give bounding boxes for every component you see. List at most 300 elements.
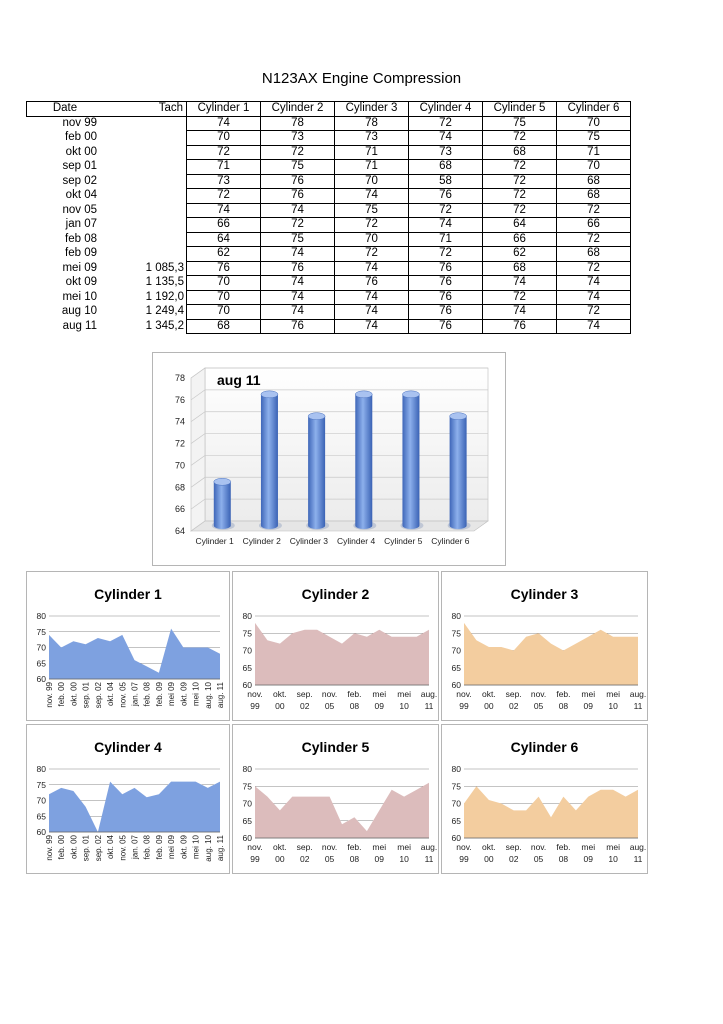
x-tick-label: mei [606, 689, 620, 699]
x-tick-label: sep. 02 [93, 682, 103, 709]
bar-top [308, 413, 325, 420]
tach-cell: 1 345,2 [145, 319, 184, 332]
tach-cell [103, 247, 187, 262]
tach-cell [103, 131, 187, 146]
chart-title: Cylinder 3 [510, 586, 579, 602]
table-header-row [27, 102, 631, 117]
x-tick-label: okt. [482, 689, 496, 699]
cylinder-1-cell: 70 [187, 131, 261, 146]
tach-cell [103, 218, 187, 233]
cylinder-1-cell: 66 [187, 218, 261, 233]
y-tick-label: 60 [36, 827, 46, 837]
table-row [27, 189, 631, 204]
x-tick-label: sep. [505, 842, 522, 852]
cylinder-1-cell: 70 [187, 276, 261, 291]
x-tick-label: feb. 08 [142, 835, 152, 860]
cylinder-5-cell: 72 [483, 203, 557, 218]
x-tick-label: aug. [420, 689, 438, 699]
y-tick-label: 70 [451, 645, 461, 656]
cylinder-2-cell: 74 [261, 247, 335, 262]
x-tick-label: sep. [505, 689, 522, 699]
tach-cell [103, 203, 187, 218]
column-header-cylinder-5: Cylinder 5 [483, 102, 557, 117]
column-header-cylinder-6: Cylinder 6 [557, 102, 631, 117]
cylinder-1-cell: 62 [187, 247, 261, 262]
x-tick-label: aug. [629, 842, 647, 852]
area-series [464, 786, 638, 838]
chart-title: aug 11 [217, 372, 261, 388]
y-tick-label: 65 [242, 815, 252, 826]
y-tick-label: 75 [36, 779, 46, 790]
y-tick-label: 60 [36, 674, 46, 684]
cylinder-1-cell: 71 [187, 160, 261, 175]
cylinder-6-cell: 72 [557, 232, 631, 247]
chart-title: Cylinder 4 [94, 739, 162, 755]
tach-cell: 1 085,3 [145, 261, 184, 274]
table-row [27, 247, 631, 262]
cylinder-2-cell: 74 [261, 290, 335, 305]
column-header-cylinder-4: Cylinder 4 [409, 102, 483, 117]
x-tick-label: Cylinder 3 [289, 536, 329, 546]
x-tick-label: sep. 01 [81, 682, 91, 709]
x-tick-label: mei 10 [191, 835, 201, 860]
date-cell: okt 09 [65, 276, 97, 289]
x-tick-label: okt. 04 [106, 682, 116, 707]
cylinder-2-cell: 75 [261, 232, 335, 247]
cylinder-2-cell: 73 [261, 131, 335, 146]
x-tick-label: 09 [374, 854, 385, 864]
date-cell: aug 11 [62, 319, 97, 332]
x-tick-label: mei 09 [167, 835, 177, 860]
y-tick-label: 76 [174, 394, 185, 405]
date-cell: feb 00 [65, 131, 97, 144]
area-chart-cylinder-3 [442, 572, 647, 720]
tach-cell [103, 232, 187, 247]
cylinder-5-cell: 68 [483, 261, 557, 276]
x-tick-label: okt. 09 [179, 835, 189, 860]
cylinder-1-cell: 72 [187, 145, 261, 160]
y-tick-label: 60 [451, 833, 461, 843]
bar-top [355, 391, 372, 398]
y-tick-label: 75 [242, 628, 252, 639]
x-tick-label: mei [372, 842, 387, 852]
y-tick-label: 60 [242, 680, 252, 690]
cylinder-5-cell: 72 [483, 290, 557, 305]
x-tick-label: 11 [424, 701, 434, 711]
x-tick-label: mei [606, 842, 620, 852]
chart-back-wall [205, 368, 488, 521]
x-tick-label: aug. 10 [203, 835, 213, 862]
bar-body [214, 482, 231, 529]
date-cell: okt 04 [65, 189, 97, 202]
x-tick-label: mei [397, 842, 411, 852]
x-tick-label: aug. 11 [216, 682, 225, 709]
tach-cell [103, 174, 187, 189]
x-tick-label: 05 [324, 854, 335, 864]
cylinder-6-cell: 68 [557, 247, 631, 262]
cylinder-1-cell: 64 [187, 232, 261, 247]
x-tick-label: nov. [321, 689, 338, 699]
chart-side-wall [191, 368, 205, 531]
x-tick-label: 02 [299, 854, 310, 864]
cylinder-5-cell: 62 [483, 247, 557, 262]
cylinder-6-cell: 74 [557, 276, 631, 291]
cylinder-2-cell: 76 [261, 174, 335, 189]
x-tick-label: mei 10 [191, 682, 201, 707]
bar-body [450, 416, 467, 529]
area-series [49, 782, 220, 832]
cylinder-3-cell: 74 [335, 305, 409, 320]
cylinder-4-cell: 76 [409, 276, 483, 291]
x-tick-label: okt. 04 [106, 835, 116, 860]
area-series [49, 629, 220, 679]
cylinder-3-cell: 71 [335, 160, 409, 175]
date-cell: aug 10 [61, 305, 97, 318]
table-row [27, 319, 631, 334]
x-tick-label: 11 [424, 854, 434, 864]
x-tick-label: jan. 07 [130, 835, 140, 860]
y-tick-label: 80 [242, 764, 252, 774]
cylinder-6-cell: 68 [557, 174, 631, 189]
cylinder-3-cell: 72 [335, 218, 409, 233]
x-tick-label: feb. [556, 842, 571, 852]
column-header-cylinder-1: Cylinder 1 [187, 102, 261, 117]
cylinder-4-cell: 72 [409, 203, 483, 218]
x-tick-label: 10 [399, 854, 409, 864]
y-tick-label: 80 [451, 611, 461, 621]
compression-table [26, 101, 631, 334]
x-tick-label: mei [372, 689, 387, 699]
cylinder-5-cell: 74 [483, 305, 557, 320]
x-tick-label: feb. [347, 689, 362, 699]
cylinder-3-cell: 74 [335, 261, 409, 276]
x-tick-label: 08 [558, 854, 569, 864]
x-tick-label: sep. 01 [81, 835, 91, 862]
area-chart-cylinder-6 [442, 725, 647, 873]
area-chart-cylinder-2 [233, 572, 438, 720]
x-tick-label: 05 [324, 701, 335, 711]
cylinder-3-cell: 74 [335, 189, 409, 204]
y-tick-label: 78 [174, 373, 185, 383]
area-chart-cylinder-1 [27, 572, 229, 720]
x-tick-label: nov. [530, 842, 547, 852]
y-tick-label: 68 [174, 482, 185, 493]
table-row [27, 276, 631, 291]
x-tick-label: okt. [273, 689, 287, 699]
x-tick-label: jan. 07 [130, 682, 140, 707]
x-tick-label: nov. [247, 842, 263, 852]
chart-panel-cylinder-6 [441, 724, 648, 874]
tach-cell [103, 145, 187, 160]
y-tick-label: 70 [242, 798, 252, 809]
cylinder-5-cell: 72 [483, 131, 557, 146]
date-cell: mei 09 [62, 261, 97, 274]
table-row [27, 218, 631, 233]
cylinder-3-cell: 75 [335, 203, 409, 218]
date-cell: sep 02 [62, 174, 97, 187]
x-tick-label: sep. 02 [93, 835, 103, 862]
cylinder-1-cell: 70 [187, 305, 261, 320]
x-tick-label: 00 [484, 701, 494, 711]
chart-title: Cylinder 5 [301, 739, 370, 755]
y-tick-label: 75 [242, 781, 252, 792]
x-tick-label: nov. 05 [118, 682, 128, 708]
chart-title: Cylinder 6 [510, 739, 579, 755]
cylinder-2-cell: 74 [261, 305, 335, 320]
x-tick-label: aug. [420, 842, 438, 852]
chart-panel-cylinder-5 [232, 724, 439, 874]
cylinder-5-cell: 72 [483, 174, 557, 189]
tach-cell [103, 116, 187, 131]
x-tick-label: feb. 09 [154, 682, 164, 707]
x-tick-label: nov. [456, 842, 472, 852]
y-tick-label: 80 [36, 611, 46, 621]
cylinder-1-cell: 68 [187, 319, 261, 334]
date-cell: jan 07 [65, 218, 97, 231]
table-row [27, 305, 631, 320]
x-tick-label: 05 [533, 854, 544, 864]
x-tick-label: aug. 11 [216, 835, 225, 862]
date-cell: okt 00 [65, 145, 97, 158]
cylinder-5-cell: 72 [483, 189, 557, 204]
x-tick-label: 99 [250, 701, 260, 711]
y-tick-label: 70 [36, 795, 46, 806]
table-row [27, 116, 631, 131]
column-header-cylinder-3: Cylinder 3 [335, 102, 409, 117]
bar-body [261, 394, 278, 529]
cylinder-3-cell: 70 [335, 174, 409, 189]
column-header-cylinder-2: Cylinder 2 [261, 102, 335, 117]
y-tick-label: 65 [451, 815, 461, 826]
cylinder-3-cell: 70 [335, 232, 409, 247]
column-header-tach: Tach [103, 102, 187, 117]
y-tick-label: 70 [36, 642, 46, 653]
date-cell: sep 01 [62, 160, 97, 173]
y-tick-label: 65 [36, 658, 46, 669]
cylinder-4-cell: 76 [409, 261, 483, 276]
cylinder-6-cell: 75 [557, 131, 631, 146]
cylinder-1-cell: 76 [187, 261, 261, 276]
x-tick-label: feb. [347, 842, 362, 852]
x-tick-label: okt. [482, 842, 496, 852]
cylinder-2-cell: 76 [261, 261, 335, 276]
cylinder-6-cell: 71 [557, 145, 631, 160]
x-tick-label: 00 [275, 854, 285, 864]
chart-panel-cylinder-1 [26, 571, 230, 721]
y-tick-label: 80 [36, 764, 46, 774]
cylinder-2-cell: 78 [261, 116, 335, 131]
y-tick-label: 70 [451, 798, 461, 809]
table-row [27, 160, 631, 175]
cylinder-4-cell: 73 [409, 145, 483, 160]
cylinder-5-cell: 72 [483, 160, 557, 175]
area-series [255, 783, 429, 838]
bar-top [261, 391, 278, 398]
cylinder-6-cell: 70 [557, 116, 631, 131]
x-tick-label: 11 [633, 701, 643, 711]
cylinder-3-cell: 72 [335, 247, 409, 262]
x-tick-label: nov. [456, 689, 472, 699]
x-tick-label: mei [581, 842, 596, 852]
x-tick-label: nov. 05 [118, 835, 128, 861]
cylinder-2-cell: 74 [261, 276, 335, 291]
cylinder-3-cell: 78 [335, 116, 409, 131]
y-tick-label: 80 [242, 611, 252, 621]
cylinder-1-cell: 73 [187, 174, 261, 189]
x-tick-label: 08 [349, 701, 360, 711]
cylinder-4-cell: 72 [409, 116, 483, 131]
x-tick-label: nov. 99 [45, 835, 54, 861]
column-header-date: Date [27, 102, 104, 117]
table-row [27, 145, 631, 160]
y-tick-label: 72 [174, 438, 185, 449]
x-tick-label: feb. 08 [142, 682, 152, 707]
x-tick-label: nov. [247, 689, 263, 699]
tach-cell: 1 249,4 [145, 305, 184, 318]
x-tick-label: 09 [583, 701, 594, 711]
x-tick-label: 11 [633, 854, 643, 864]
bar-top [214, 478, 231, 485]
table-row [27, 232, 631, 247]
cylinder-2-cell: 72 [261, 145, 335, 160]
bar-chart [153, 353, 505, 565]
x-tick-label: feb. [556, 689, 571, 699]
cylinder-5-cell: 68 [483, 145, 557, 160]
x-tick-label: 09 [374, 701, 385, 711]
x-tick-label: 99 [459, 854, 469, 864]
cylinder-4-cell: 74 [409, 218, 483, 233]
date-cell: nov 99 [62, 117, 97, 129]
chart-floor [191, 521, 488, 531]
area-series [464, 623, 638, 685]
cylinder-2-cell: 75 [261, 160, 335, 175]
cylinder-3-cell: 74 [335, 319, 409, 334]
cylinder-4-cell: 72 [409, 247, 483, 262]
y-tick-label: 60 [451, 680, 461, 690]
cylinder-5-cell: 66 [483, 232, 557, 247]
y-tick-label: 60 [242, 833, 252, 843]
x-tick-label: sep. [296, 689, 313, 699]
cylinder-4-cell: 76 [409, 290, 483, 305]
date-cell: nov 05 [62, 203, 97, 216]
tach-cell [103, 189, 187, 204]
page-title: N123AX Engine Compression [261, 70, 462, 87]
x-tick-label: 05 [533, 701, 544, 711]
cylinder-4-cell: 76 [409, 305, 483, 320]
y-tick-label: 64 [174, 526, 185, 536]
area-series [255, 623, 429, 685]
area-chart-cylinder-5 [233, 725, 438, 873]
x-tick-label: 99 [459, 701, 469, 711]
y-tick-label: 75 [451, 781, 461, 792]
x-tick-label: okt. 00 [69, 682, 79, 707]
chart-panel-cylinder-4 [26, 724, 230, 874]
y-tick-label: 75 [36, 626, 46, 637]
y-tick-label: 70 [242, 645, 252, 656]
x-tick-label: Cylinder 2 [242, 536, 281, 546]
chart-panel-cylinder-2 [232, 571, 439, 721]
x-tick-label: 02 [508, 854, 519, 864]
x-tick-label: 00 [484, 854, 494, 864]
chart-title: Cylinder 1 [94, 586, 162, 602]
cylinder-4-cell: 76 [409, 189, 483, 204]
x-tick-label: 08 [349, 854, 360, 864]
cylinder-6-cell: 68 [557, 189, 631, 204]
x-tick-label: nov. [530, 689, 547, 699]
x-tick-label: mei 09 [167, 682, 177, 707]
y-tick-label: 65 [451, 662, 461, 673]
x-tick-label: 02 [299, 701, 310, 711]
cylinder-1-cell: 74 [187, 116, 261, 131]
cylinder-1-cell: 70 [187, 290, 261, 305]
x-tick-label: feb. 09 [154, 835, 164, 860]
bar-chart-panel [152, 352, 506, 566]
x-tick-label: feb. 00 [57, 835, 67, 860]
bar-body [402, 394, 419, 529]
chart-title: Cylinder 2 [301, 586, 370, 602]
cylinder-6-cell: 72 [557, 305, 631, 320]
bar-body [355, 394, 372, 529]
x-tick-label: 10 [399, 701, 409, 711]
table-row [27, 131, 631, 146]
y-tick-label: 65 [242, 662, 252, 673]
cylinder-2-cell: 76 [261, 319, 335, 334]
cylinder-5-cell: 76 [483, 319, 557, 334]
x-tick-label: okt. 00 [69, 835, 79, 860]
x-tick-label: 10 [608, 854, 618, 864]
tach-cell: 1 192,0 [145, 290, 184, 303]
cylinder-2-cell: 76 [261, 189, 335, 204]
x-tick-label: aug. 10 [203, 682, 213, 709]
cylinder-5-cell: 64 [483, 218, 557, 233]
cylinder-6-cell: 70 [557, 160, 631, 175]
cylinder-6-cell: 72 [557, 261, 631, 276]
bar-top [402, 391, 419, 398]
x-tick-label: 09 [583, 854, 594, 864]
x-tick-label: 08 [558, 701, 569, 711]
x-tick-label: Cylinder 6 [431, 536, 470, 546]
y-tick-label: 80 [451, 764, 461, 774]
x-tick-label: feb. 00 [57, 682, 67, 707]
x-tick-label: 02 [508, 701, 519, 711]
x-tick-label: mei [581, 689, 596, 699]
cylinder-6-cell: 74 [557, 290, 631, 305]
x-tick-label: okt. [273, 842, 287, 852]
cylinder-3-cell: 74 [335, 290, 409, 305]
x-tick-label: Cylinder 5 [384, 536, 423, 546]
table-row [27, 290, 631, 305]
cylinder-4-cell: 76 [409, 319, 483, 334]
y-tick-label: 65 [36, 811, 46, 822]
chart-panel-cylinder-3 [441, 571, 648, 721]
x-tick-label: 99 [250, 854, 260, 864]
bar-body [308, 416, 325, 529]
y-tick-label: 66 [174, 504, 185, 515]
cylinder-4-cell: 71 [409, 232, 483, 247]
x-tick-label: nov. [321, 842, 338, 852]
tach-cell [103, 160, 187, 175]
x-tick-label: okt. 09 [179, 682, 189, 707]
table-row [27, 203, 631, 218]
x-tick-label: 10 [608, 701, 618, 711]
table-row [27, 174, 631, 189]
x-tick-label: mei [397, 689, 411, 699]
x-tick-label: aug. [629, 689, 647, 699]
date-cell: feb 09 [65, 247, 97, 260]
x-tick-label: Cylinder 4 [336, 536, 376, 546]
date-cell: mei 10 [62, 290, 97, 303]
cylinder-5-cell: 74 [483, 276, 557, 291]
